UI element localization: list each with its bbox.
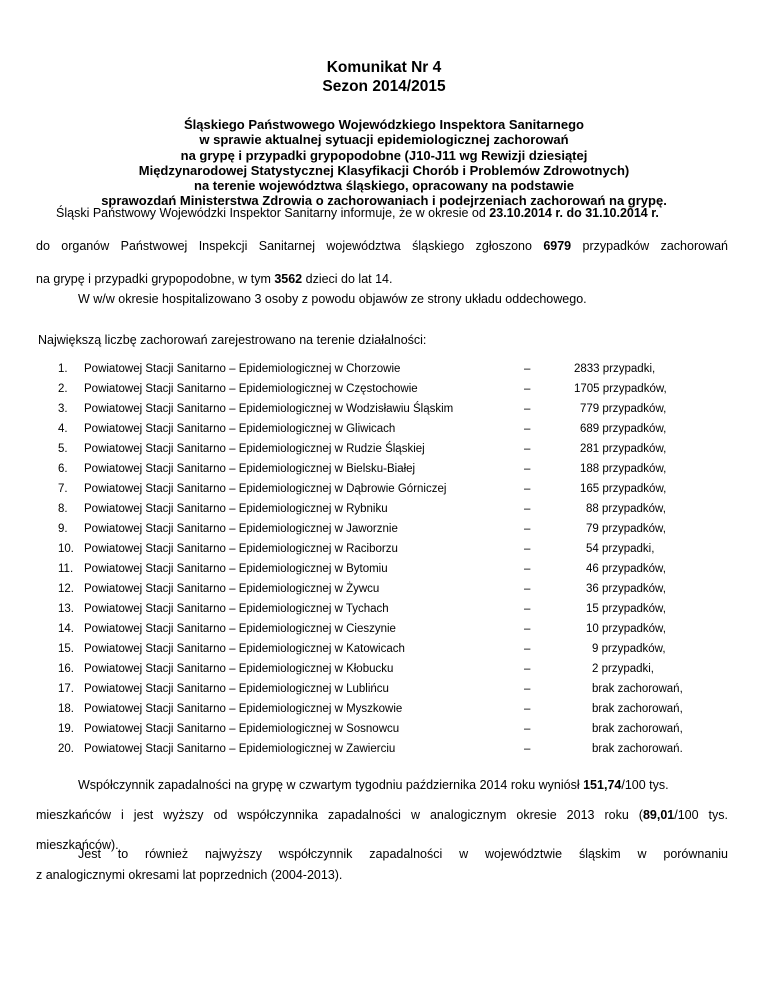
list-item: 5. Powiatowej Stacji Sanitarno – Epidemiologicznej w Rudzie Śląskiej – 281 przypadków, [58,443,667,455]
list-intro: Największą liczbę zachorowań zarejestrowano na terenie działalności: [38,333,427,347]
list-item: 15. Powiatowej Stacji Sanitarno – Epidemiologicznej w Katowicach – 9 przypadków, [58,643,666,655]
incidence-2013: 89,01 [642,808,675,822]
list-item: 6. Powiatowej Stacji Sanitarno – Epidemiologicznej w Bielsku-Białej – 188 przypadków, [58,463,667,475]
incidence-line-4: Jest to również najwyższy współczynnik zapadalności w województwie śląskim w porównaniu [78,847,728,861]
list-item: 4. Powiatowej Stacji Sanitarno – Epidemiologicznej w Gliwicach – 689 przypadków, [58,423,667,435]
document-header [0,117,768,209]
header-line: Śląskiego Państwowego Wojewódzkiego Inspektora Sanitarnego [184,117,584,132]
incidence-line-3: mieszkańców). [36,838,119,852]
reporting-period: 23.10.2014 r. do 31.10.2014 r. [489,206,659,220]
header-line: na terenie województwa śląskiego, opracowany na podstawie [194,178,574,194]
list-item: 13. Powiatowej Stacji Sanitarno – Epidemiologicznej w Tychach – 15 przypadków, [58,603,666,615]
list-item: 1. Powiatowej Stacji Sanitarno – Epidemiologicznej w Chorzowie – 2833 przypadki, [58,363,656,375]
season-title: Sezon 2014/2015 [322,78,446,95]
incidence-2014: 151,74 [583,778,622,792]
intro-line-2: do organów Państwowej Inspekcji Sanitarnej województwa śląskiego zgłoszono 6979 przypadków zachorowań [36,239,728,253]
list-item: 14. Powiatowej Stacji Sanitarno – Epidemiologicznej w Cieszynie – 10 przypadków, [58,623,666,635]
incidence-line-5: z analogicznymi okresami lat poprzednich (2004-2013). [36,868,343,882]
header-line: na grypę i przypadki grypopodobne (J10-J11 wg Rewizji dziesiątej [180,147,588,163]
list-item: 17. Powiatowej Stacji Sanitarno – Epidemiologicznej w Lublińcu – brak zachorowań, [58,683,683,695]
list-item: 9. Powiatowej Stacji Sanitarno – Epidemiologicznej w Jaworznie – 79 przypadków, [58,523,666,535]
list-item: 2. Powiatowej Stacji Sanitarno – Epidemiologicznej w Częstochowie – 1705 przypadków, [58,383,667,395]
intro-line-1: Śląski Państwowy Wojewódzki Inspektor Sanitarny informuje, że w okresie od 23.10.2014 r. do 31.10.2014 r. [56,206,659,220]
list-item: 11. Powiatowej Stacji Sanitarno – Epidemiologicznej w Bytomiu – 46 przypadków, [58,563,666,575]
list-item: 16. Powiatowej Stacji Sanitarno – Epidemiologicznej w Kłobucku – 2 przypadki, [58,663,655,675]
total-cases: 6979 [543,239,572,253]
incidence-line-2: mieszkańców i jest wyższy od współczynnika zapadalności w analogicznym okresie 2013 roku (89,01/100 tys. [36,808,728,822]
header-line: sprawozdań Ministerstwa Zdrowia o zachorowaniach i podejrzeniach zachorowań na grypę. [101,193,667,209]
children-cases: 3562 [274,272,303,286]
communique-title: Komunikat Nr 4 [326,59,442,76]
list-item: 20. Powiatowej Stacji Sanitarno – Epidemiologicznej w Zawierciu – brak zachorowań. [58,743,683,755]
list-item: 3. Powiatowej Stacji Sanitarno – Epidemiologicznej w Wodzisławiu Śląskim – 779 przypadków, [58,403,667,415]
header-line: Międzynarodowej Statystycznej Klasyfikacji Chorób i Problemów Zdrowotnych) [138,162,630,178]
list-item: 10. Powiatowej Stacji Sanitarno – Epidemiologicznej w Raciborzu – 54 przypadki, [58,543,655,555]
list-item: 8. Powiatowej Stacji Sanitarno – Epidemiologicznej w Rybniku – 88 przypadków, [58,503,666,515]
list-item: 18. Powiatowej Stacji Sanitarno – Epidemiologicznej w Myszkowie – brak zachorowań, [58,703,683,715]
list-item: 12. Powiatowej Stacji Sanitarno – Epidemiologicznej w Żywcu – 36 przypadków, [58,583,666,595]
list-item: 19. Powiatowej Stacji Sanitarno – Epidemiologicznej w Sosnowcu – brak zachorowań, [58,723,683,735]
intro-line-3: na grypę i przypadki grypopodobne, w tym 3562 dzieci do lat 14. [36,272,393,286]
hospitalization-note: W w/w okresie hospitalizowano 3 osoby z powodu objawów ze strony układu oddechowego. [78,292,587,306]
incidence-line-1: Współczynnik zapadalności na grypę w czwartym tygodniu października 2014 roku wyniósł 151,74/100 tys. [78,778,669,792]
header-line: w sprawie aktualnej sytuacji epidemiologicznej zachorowań [199,132,569,148]
list-item: 7. Powiatowej Stacji Sanitarno – Epidemiologicznej w Dąbrowie Górniczej – 165 przypadków, [58,483,667,495]
